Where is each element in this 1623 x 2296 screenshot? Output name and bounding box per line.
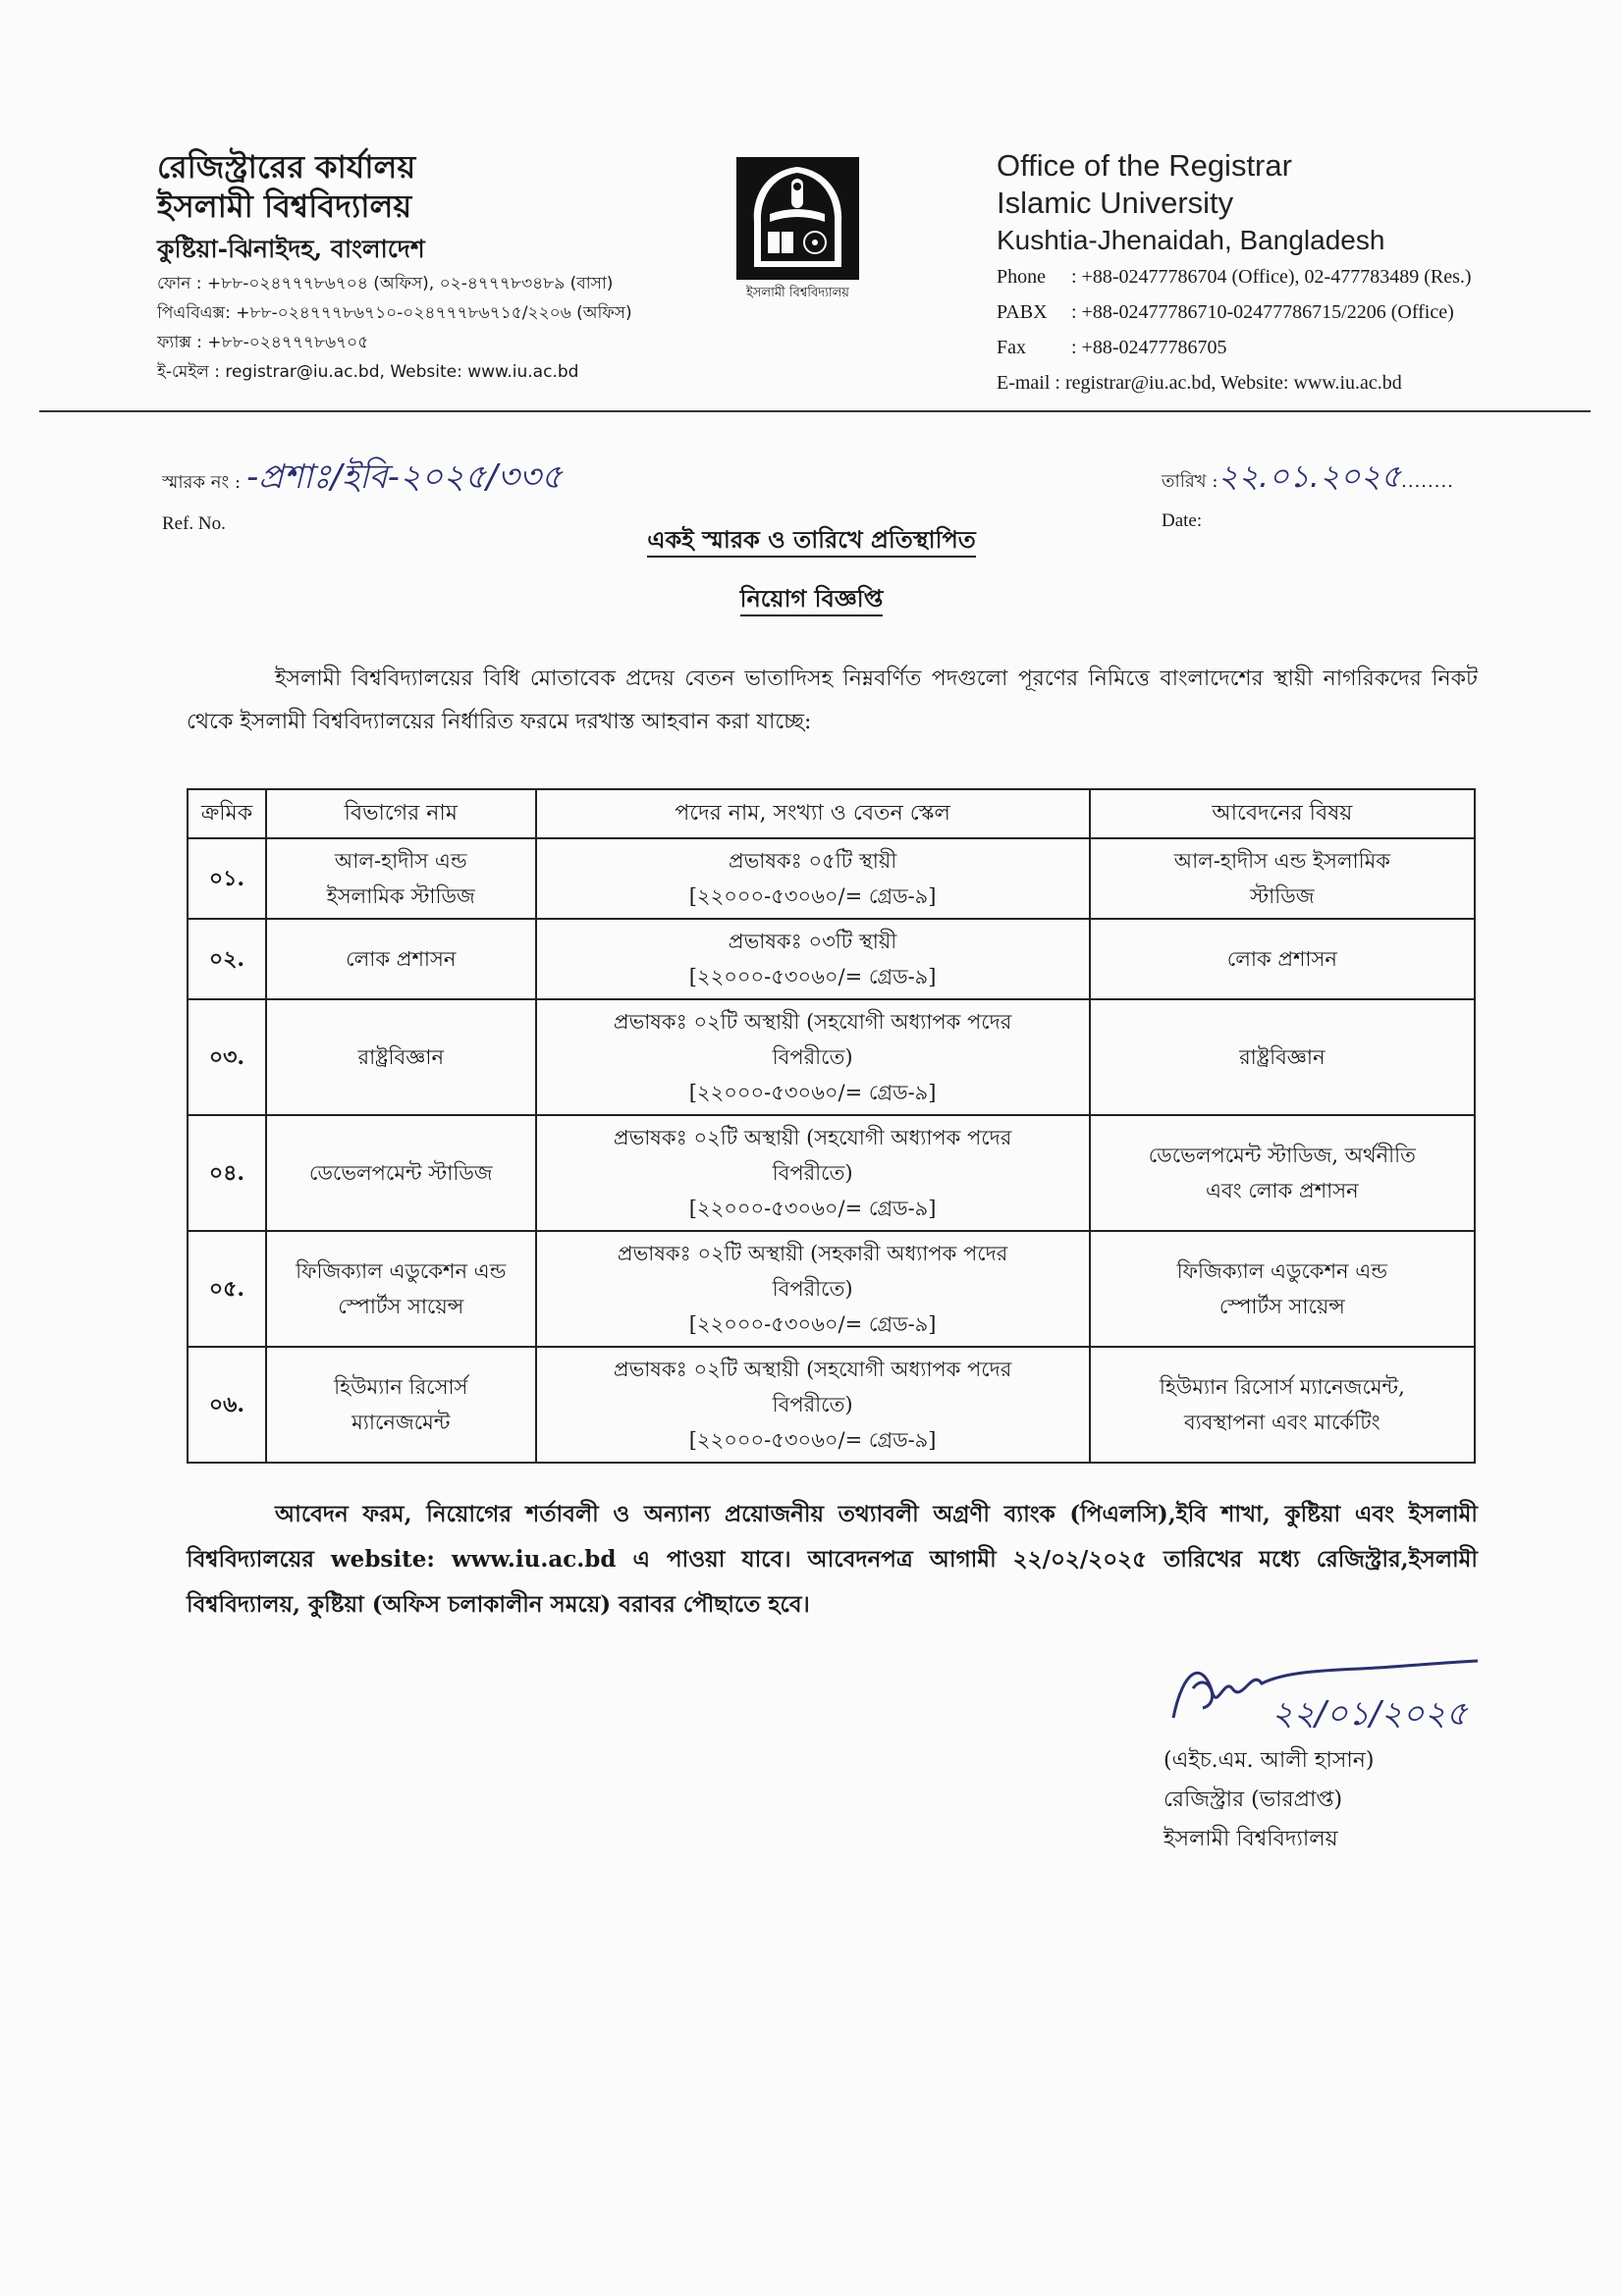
cell-line: হিউম্যান রিসোর্স (334, 1375, 468, 1399)
table-row (188, 1347, 1475, 1463)
subject-cell (1090, 919, 1475, 999)
cell-line: [২২০০০-৫৩০৬০/= গ্রেড-৯] (688, 965, 937, 988)
cell-line: ডেভেলপমেন্ট স্টাডিজ, অর্থনীতি (1148, 1144, 1416, 1167)
table-row (188, 999, 1475, 1115)
university-emblem-icon (736, 157, 859, 280)
department-cell (266, 1115, 536, 1231)
office-name-en: Office of the Registrar (997, 148, 1292, 183)
signature-block (1163, 1649, 1517, 1859)
cell-line: বিপরীতে) (772, 1277, 853, 1301)
subject-cell (1090, 1231, 1475, 1347)
table-header-row (188, 789, 1475, 838)
department-cell (266, 838, 536, 919)
post-cell (536, 838, 1090, 919)
pabx-value: : +88-02477786710-02477786715/2206 (Office) (1071, 301, 1454, 323)
cell-line: লোক প্রশাসন (346, 947, 457, 971)
cell-line: প্রভাষকঃ ০২টি অস্থায়ী (সহযোগী অধ্যাপক পদের (613, 1358, 1012, 1381)
cell-line: ইসলামিক স্টাডিজ (326, 884, 475, 908)
location-en: Kushtia-Jhenaidah, Bangladesh (997, 225, 1385, 255)
serial-cell: ০৫. (188, 1231, 266, 1347)
cell-line: বিপরীতে) (772, 1045, 853, 1069)
issue-date (1162, 452, 1454, 532)
date-value: ২২.০১.২০২৫ (1217, 457, 1402, 495)
email-bn: ই-মেইল : registrar@iu.ac.bd, Website: www.iu.ac.bd (157, 362, 579, 382)
table-row (188, 1115, 1475, 1231)
fax-value: : +88-02477786705 (1071, 337, 1227, 358)
signatory-name: (এইচ.এম. আলী হাসান) (1163, 1748, 1375, 1773)
department-cell (266, 1347, 536, 1463)
table-row (188, 1231, 1475, 1347)
intro-paragraph: ইসলামী বিশ্ববিদ্যালয়ের বিধি মোতাবেক প্রদেয় বেতন ভাতাদিসহ নিম্নবর্ণিত পদগুলো পূরণের নিমিত্তে বাংলাদেশের স্থায়ী নাগরিকদের নিকট থেকে ইসলামী বিশ্ববিদ্যালয়ের নির্ধারিত ফরমে দরখাস্ত আহবান করা যাচ্ছে: (187, 667, 1478, 734)
cell-line: এবং লোক প্রশাসন (1206, 1179, 1359, 1202)
phone-value: : +88-02477786704 (Office), 02-477783489 (Res.) (1071, 266, 1472, 288)
email-en: E-mail : registrar@iu.ac.bd, Website: www.iu.ac.bd (997, 372, 1402, 394)
bangla-letterhead (157, 147, 707, 387)
cell-line: রাষ্ট্রবিজ্ঞান (357, 1045, 444, 1069)
header-divider (39, 410, 1591, 412)
fax-key: Fax (997, 337, 1026, 358)
cell-line: প্রভাষকঃ ০৩টি স্থায়ী (728, 930, 897, 953)
notice-title-text: নিয়োগ বিজ্ঞপ্তি (740, 584, 884, 616)
cell-line: বিপরীতে) (772, 1393, 853, 1416)
date-label-bn: তারিখ : (1162, 471, 1218, 492)
cell-line: [২২০০০-৫৩০৬০/= গ্রেড-৯] (688, 1081, 937, 1104)
cell-line: প্রভাষকঃ ০২টি অস্থায়ী (সহযোগী অধ্যাপক পদের (613, 1126, 1012, 1149)
header-serial: ক্রমিক (188, 789, 266, 838)
post-cell (536, 1231, 1090, 1347)
cell-line: আল-হাদীস এন্ড ইসলামিক (1173, 849, 1390, 873)
phone-key: Phone (997, 266, 1046, 288)
department-cell (266, 1231, 536, 1347)
office-name-bn: রেজিস্ট্রারের কার্যালয় (157, 148, 416, 186)
signatory-title: রেজিস্ট্রার (ভারপ্রাপ্ত) (1163, 1788, 1343, 1812)
department-cell (266, 919, 536, 999)
phone-en (997, 259, 1566, 294)
serial-cell: ০৪. (188, 1115, 266, 1231)
subject-cell (1090, 1347, 1475, 1463)
cell-line: প্রভাষকঃ ০২টি অস্থায়ী (সহকারী অধ্যাপক পদের (617, 1242, 1008, 1265)
university-name-en: Islamic University (997, 186, 1234, 220)
cell-line: ব্যবস্থাপনা এবং মার্কেটিং (1183, 1411, 1380, 1434)
table-row (188, 838, 1475, 919)
cell-line: ফিজিক্যাল এডুকেশন এন্ড (296, 1259, 507, 1283)
cell-line: স্টাডিজ (1250, 884, 1315, 908)
cell-line: লোক প্রশাসন (1226, 947, 1337, 971)
cell-line: বিপরীতে) (772, 1161, 853, 1185)
replacement-note (0, 522, 1623, 561)
logo-caption: ইসলামী বিশ্ববিদ্যালয় (746, 286, 849, 300)
cell-line: ম্যানেজমেন্ট (352, 1411, 451, 1434)
serial-cell: ০২. (188, 919, 266, 999)
university-name-bn: ইসলামী বিশ্ববিদ্যালয় (157, 187, 412, 225)
serial-cell: ০৩. (188, 999, 266, 1115)
serial-cell: ০১. (188, 838, 266, 919)
cell-line: [২২০০০-৫৩০৬০/= গ্রেড-৯] (688, 1197, 937, 1220)
cell-line: ফিজিক্যাল এডুকেশন এন্ড (1176, 1259, 1387, 1283)
cell-line: ডেভেলপমেন্ট স্টাডিজ (308, 1161, 493, 1185)
location-bn: কুষ্টিয়া-ঝিনাইদহ, বাংলাদেশ (157, 235, 425, 263)
header-post: পদের নাম, সংখ্যা ও বেতন স্কেল (536, 789, 1090, 838)
vacancy-table (187, 788, 1476, 1464)
english-letterhead (997, 147, 1566, 400)
cell-line: স্পোর্টস সায়েন্স (338, 1295, 464, 1318)
fax-en (997, 330, 1566, 365)
pabx-en (997, 294, 1566, 330)
post-cell (536, 1347, 1090, 1463)
closing-paragraph: আবেদন ফরম, নিয়োগের শর্তাবলী ও অন্যান্য প্রয়োজনীয় তথ্যাবলী অগ্রণী ব্যাংক (পিএলসি),ইবি শাখা, কুষ্টিয়া এবং ইসলামী বিশ্ববিদ্যালয়ের website: www.iu.ac.bd এ পাওয়া যাবে। আবেদনপত্র আগামী ২২/০২/২০২৫ তারিখের মধ্যে রেজিস্ট্রার,ইসলামী বিশ্ববিদ্যালয়, কুষ্টিয়া (অফিস চলাকালীন সময়ে) বরাবর পৌছাতে হবে। (187, 1501, 1478, 1618)
notice-title (0, 581, 1623, 620)
cell-line: প্রভাষকঃ ০৫টি স্থায়ী (728, 849, 897, 873)
pabx-bn: পিএবিএক্স: +৮৮-০২৪৭৭৭৮৬৭১০-০২৪৭৭৭৮৬৭১৫/২২০৬ (অফিস) (157, 303, 632, 323)
cell-line: আল-হাদীস এন্ড (334, 849, 467, 873)
signature-date: ২২/০১/২০২৫ (1271, 1694, 1468, 1734)
subject-cell (1090, 1115, 1475, 1231)
department-cell (266, 999, 536, 1115)
cell-line: প্রভাষকঃ ০২টি অস্থায়ী (সহযোগী অধ্যাপক পদের (613, 1010, 1012, 1034)
cell-line: স্পোর্টস সায়েন্স (1218, 1295, 1345, 1318)
fax-bn: ফ্যাক্স : +৮৮-০২৪৭৭৭৮৬৭০৫ (157, 333, 369, 352)
cell-line: [২২০০০-৫৩০৬০/= গ্রেড-৯] (688, 1312, 937, 1336)
pabx-key: PABX (997, 301, 1048, 323)
serial-cell: ০৬. (188, 1347, 266, 1463)
subject-cell (1090, 999, 1475, 1115)
university-logo (731, 157, 864, 304)
header-department: বিভাগের নাম (266, 789, 536, 838)
date-dots: ........ (1401, 471, 1454, 492)
cell-line: রাষ্ট্রবিজ্ঞান (1239, 1045, 1325, 1069)
post-cell (536, 919, 1090, 999)
post-cell (536, 1115, 1090, 1231)
subject-cell (1090, 838, 1475, 919)
cell-line: হিউম্যান রিসোর্স ম্যানেজমেন্ট, (1159, 1375, 1405, 1399)
ref-value: -প্রশাঃ/ইবি-২০২৫/৩৩৫ (246, 457, 563, 497)
header-subject: আবেদনের বিষয় (1090, 789, 1475, 838)
date-label-en: Date: (1162, 510, 1203, 531)
replacement-note-text: একই স্মারক ও তারিখে প্রতিস্থাপিত (647, 525, 976, 558)
cell-line: [২২০০০-৫৩০৬০/= গ্রেড-৯] (688, 884, 937, 908)
cell-line: [২২০০০-৫৩০৬০/= গ্রেড-৯] (688, 1428, 937, 1452)
ref-label-bn: স্মারক নং : (162, 472, 242, 493)
signatory-org: ইসলামী বিশ্ববিদ্যালয় (1163, 1827, 1338, 1851)
post-cell (536, 999, 1090, 1115)
phone-bn: ফোন : +৮৮-০২৪৭৭৭৮৬৭০৪ (অফিস), ০২-৪৭৭৭৮৩৪৮৯ (বাসা) (157, 274, 614, 294)
table-row (188, 919, 1475, 999)
ref-label-en: Ref. No. (162, 513, 226, 534)
